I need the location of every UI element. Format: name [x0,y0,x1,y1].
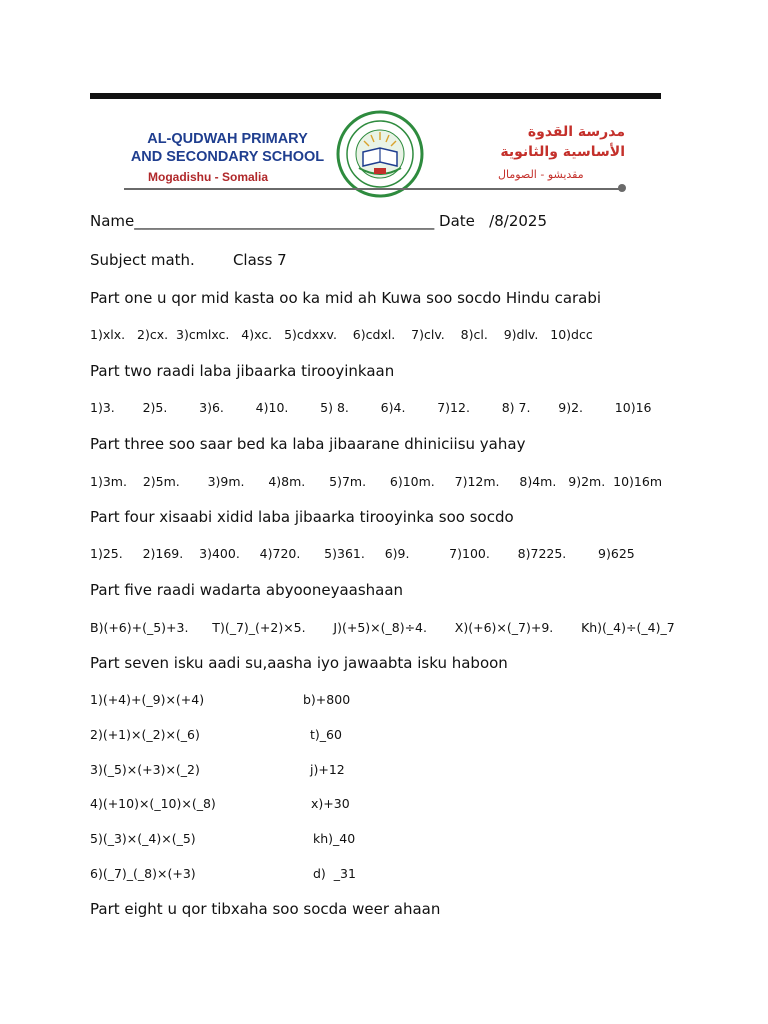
location-arabic: مقديشو - الصومال [498,168,584,181]
match-question-5: 5)(_3)×(_4)×(_5) [90,831,196,846]
header-divider-dot [618,184,626,192]
top-rule [90,93,661,99]
part-two-title: Part two raadi laba jibaarka tirooyinkaan [90,362,395,380]
part-one-items: 1)xlx. 2)cx. 3)cmlxc. 4)xc. 5)cdxxv. 6)cdxl. 7)clv. 8)cl. 9)dlv. 10)dcc [90,327,593,342]
school-name-english [130,130,325,166]
school-header [120,108,625,198]
part-five-title: Part five raadi wadarta abyooneyaashaan [90,581,404,599]
part-three-title: Part three soo saar bed ka laba jibaarane dhiniciisu yahay [90,435,526,453]
school-name-ar-line1: مدرسة القدوة [527,124,625,140]
school-name-ar-line2: الأساسية والثانوية [500,144,625,160]
school-name-en-line2: AND SECONDARY SCHOOL [130,149,325,165]
match-question-3: 3)(_5)×(+3)×(_2) [90,762,200,777]
part-four-items: 1)25. 2)169. 3)400. 4)720. 5)361. 6)9. 7)100. 8)7225. 9)625 [90,546,635,561]
location-english: Mogadishu - Somalia [148,170,269,184]
match-answer-4: x)+30 [311,796,350,811]
subject-class-line: Subject math. Class 7 [90,251,287,269]
part-eight-title: Part eight u qor tibxaha soo socda weer ahaan [90,900,441,918]
match-answer-5: kh)_40 [313,831,356,846]
header-divider [124,188,622,190]
match-answer-2: t)_60 [310,727,342,742]
match-answer-6: d) _31 [313,866,356,881]
part-three-items: 1)3m. 2)5m. 3)9m. 4)8m. 5)7m. 6)10m. 7)12m. 8)4m. 9)2m. 10)16m [90,474,662,489]
school-name-arabic [450,122,625,162]
part-five-items: B)(+6)+(_5)+3. T)(_7)_(+2)×5. J)(+5)×(_8)÷4. X)(+6)×(_7)+9. Kh)(_4)÷(_4)_7 [90,620,675,635]
match-question-6: 6)(_7)_(_8)×(+3) [90,866,196,881]
match-question-4: 4)(+10)×(_10)×(_8) [90,796,216,811]
name-date-line: Name________________________________________ Date /8/2025 [90,212,548,230]
school-name-en-line1: AL-QUDWAH PRIMARY [147,131,308,147]
school-logo-icon [335,110,425,198]
match-question-2: 2)(+1)×(_2)×(_6) [90,727,200,742]
part-one-title: Part one u qor mid kasta oo ka mid ah Kuwa soo socdo Hindu carabi [90,289,602,307]
match-answer-1: b)+800 [303,692,351,707]
part-two-items: 1)3. 2)5. 3)6. 4)10. 5) 8. 6)4. 7)12. 8) 7. 9)2. 10)16 [90,400,652,415]
match-answer-3: j)+12 [310,762,345,777]
part-seven-title: Part seven isku aadi su,aasha iyo jawaabta isku haboon [90,654,508,672]
match-question-1: 1)(+4)+(_9)×(+4) [90,692,205,707]
part-four-title: Part four xisaabi xidid laba jibaarka tirooyinka soo socdo [90,508,514,526]
